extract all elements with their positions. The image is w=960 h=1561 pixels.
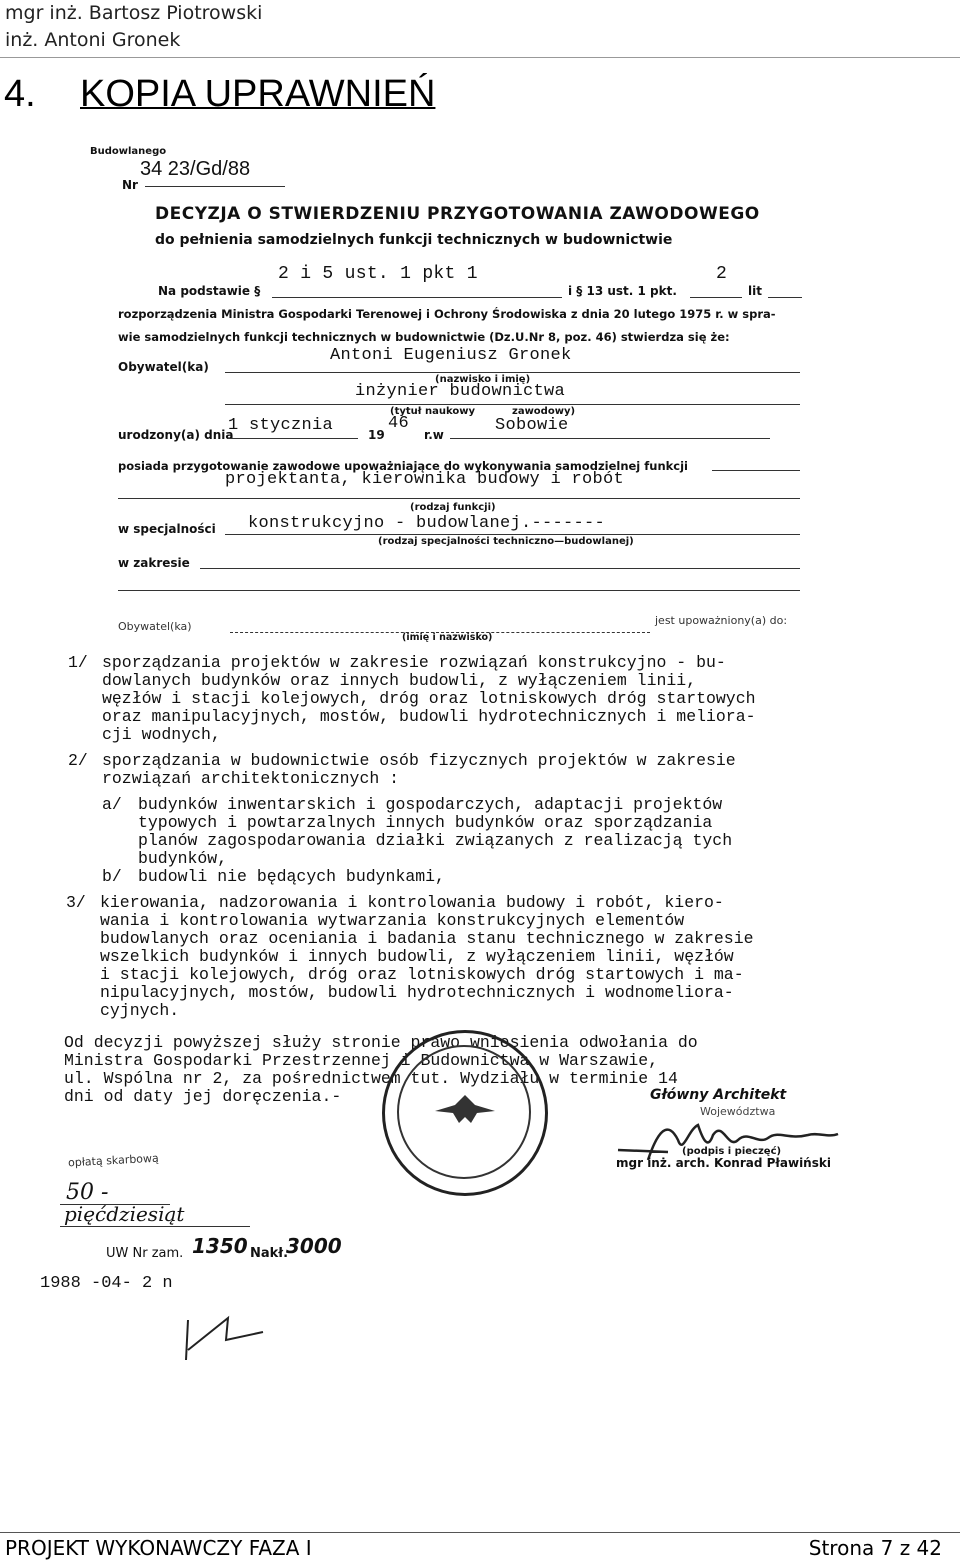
scanned-document	[30, 142, 930, 1352]
scan-p1-line-5: cji wodnych,	[102, 725, 221, 744]
section-number: 4.	[4, 73, 36, 115]
scan-heading-1: DECYZJA O STWIERDZENIU PRZYGOTOWANIA ZAWODOWEGO	[155, 204, 760, 224]
scan-title-value: inżynier budownictwa	[355, 382, 566, 401]
scan-p3-number: 3/	[66, 893, 86, 912]
scan-born-place-line	[450, 438, 770, 439]
scan-citizen-name: Antoni Eugeniusz Gronek	[330, 346, 572, 365]
scan-possess-label: posiada przygotowanie zawodowe upoważniające do wykonywania samodzielnej funkcji	[118, 459, 688, 473]
round-stamp	[382, 1030, 548, 1196]
footer-page-number: Strona 7 z 42	[808, 1536, 942, 1560]
scan-spec-value: konstrukcyjno - budowlanej.-------	[248, 514, 606, 533]
scan-p2a-line-2: typowych i powtarzalnych innych budynków oraz sporządzania	[138, 813, 713, 832]
scan-p1-line-3: węzłów i stacji kolejowych, dróg oraz lotniskowych dróg startowych	[102, 689, 756, 708]
signer-title: Główny Architekt	[650, 1087, 787, 1103]
scan-p3-line-1: kierowania, nadzorowania i kontrolowania budowy i robót, kiero-	[100, 893, 724, 912]
scan-function-caption: (rodzaj funkcji)	[410, 502, 496, 513]
scan-possess-line	[712, 470, 800, 471]
scan-p2a-line-1: budynków inwentarskich i gospodarczych, adaptacji projektów	[138, 795, 723, 814]
scan-p1-line-4: oraz manipulacyjnych, mostów, budowli hydrotechnicznych i meliora-	[102, 707, 756, 726]
nakl-value: 3000	[286, 1234, 342, 1258]
scan-born-place: Sobowie	[495, 416, 569, 435]
scan-p1-line-2: dowlanych budynków oraz innych budowli, z wyłączeniem linii,	[102, 671, 697, 690]
fee-value: 50 -	[66, 1180, 109, 1205]
scan-spec-line	[225, 534, 800, 535]
scan-regulation-1: rozporządzenia Ministra Gospodarki Terenowej i Ochrony Środowiska z dnia 20 lutego 1975 r. w spra-	[118, 307, 776, 321]
scan-title-caption-a: (tytuł naukowy	[390, 406, 475, 417]
scan-scope-line	[200, 568, 800, 569]
scan-p3-line-3: budowlanych oraz oceniania i badania stanu technicznego w zakresie	[100, 929, 754, 948]
scan-born-place-label: r.w	[424, 428, 444, 442]
scan-p2-number: 2/	[68, 751, 88, 770]
scan-p3-line-5: i stacji kolejowych, dróg oraz lotniskowych dróg startowych i ma-	[100, 965, 744, 984]
fee-words-line	[60, 1226, 250, 1227]
scan-basis-value: 2 i 5 ust. 1 pkt 1	[278, 264, 478, 284]
scan-citizen2-label: Obywatel(ka)	[118, 620, 192, 633]
scan-name-caption-2: (imię i nazwisko)	[402, 632, 493, 643]
handwritten-signature	[590, 1092, 830, 1152]
scan-p2-line-1: sporządzania w budownictwie osób fizycznych projektów w zakresie	[102, 751, 736, 770]
scan-nr-label: Nr	[122, 178, 138, 192]
scan-citizen-label: Obywatel(ka)	[118, 360, 209, 374]
scan-citizen-line	[225, 372, 800, 373]
scan-basis-label-3: lit	[748, 284, 762, 298]
scan-basis-line	[272, 297, 562, 298]
scan-p2a-line-3: planów zagospodarowania działki związanych z realizacją tych	[138, 831, 733, 850]
scan-appeal-line-4: dni od daty jej doręczenia.-	[64, 1087, 342, 1106]
nakl-label: Nakł.	[250, 1246, 289, 1261]
header-author-1: mgr inż. Bartosz Piotrowski	[5, 2, 263, 24]
scan-p3-line-7: cyjnych.	[100, 1001, 180, 1020]
header-author-2: inż. Antoni Gronek	[5, 29, 181, 51]
scan-nr-line	[145, 186, 285, 187]
scan-p2a-line-4: budynków,	[138, 849, 228, 868]
scan-function-value: projektanta, kierownika budowy i robót	[225, 470, 625, 489]
scan-basis-value-2: 2	[716, 264, 728, 284]
scan-p1-line-1: sporządzania projektów w zakresie rozwiązań konstrukcyjno - bu-	[102, 653, 726, 672]
scan-p2b-number: b/	[102, 867, 122, 886]
scan-authorized-label: jest upoważniony(a) do:	[655, 614, 788, 627]
scan-p3-line-2: wania i kontrolowania wytwarzania konstrukcyjnych elementów	[100, 911, 685, 930]
scan-born-day: 1 stycznia	[228, 416, 334, 435]
scan-born-day-line	[228, 438, 358, 439]
scan-heading-2: do pełnienia samodzielnych funkcji technicznych w budownictwie	[155, 232, 673, 248]
scan-scope-line-2	[118, 590, 800, 591]
fee-label: opłatą skarbową	[67, 1151, 160, 1170]
scan-basis-label-2: i § 13 ust. 1 pkt.	[568, 284, 677, 298]
scan-spec-label: w specjalności	[118, 522, 216, 536]
scan-title-line	[225, 404, 800, 405]
scan-basis-line-3	[768, 297, 802, 298]
scan-spec-caption: (rodzaj specjalności techniczno—budowlanej)	[378, 536, 634, 547]
scan-p2-line-2: rozwiązań architektonicznych :	[102, 769, 400, 788]
scan-basis-line-2	[690, 297, 742, 298]
scan-born-year-prefix: 19	[368, 428, 385, 442]
scan-appeal-line-3: ul. Wspólna nr 2, za pośrednictwem tut. Wydziału w terminie 14	[64, 1069, 678, 1088]
scan-function-line	[118, 498, 800, 499]
section-heading	[4, 70, 435, 118]
scan-ministry-top: Budowlanego	[90, 146, 167, 157]
scan-p2a-number: a/	[102, 795, 122, 814]
fee-words: pięćdziesiąt	[64, 1202, 185, 1226]
scan-p1-number: 1/	[68, 653, 88, 672]
initials-signature	[160, 1292, 250, 1352]
scan-regulation-2: wie samodzielnych funkcji technicznych w budownictwie (Dz.U.Nr 8, poz. 46) stwierdza się że:	[118, 330, 730, 344]
scan-p2b-line-1: budowli nie będących budynkami,	[138, 867, 445, 886]
footer-divider	[0, 1532, 960, 1533]
footer-project: PROJEKT WYKONAWCZY FAZA I	[5, 1536, 312, 1560]
signer-name: mgr inż. arch. Konrad Pławiński	[616, 1156, 831, 1170]
scan-scope-label: w zakresie	[118, 556, 190, 570]
scan-basis-label: Na podstawie §	[158, 284, 261, 298]
uw-value: 1350	[192, 1234, 248, 1258]
signer-sub: Województwa	[700, 1105, 776, 1118]
section-title: KOPIA UPRAWNIEŃ	[80, 73, 436, 115]
scan-born-label: urodzony(a) dnia	[118, 428, 234, 442]
scan-appeal-line-2: Ministra Gospodarki Przestrzennej i Budownictwa w Warszawie,	[64, 1051, 659, 1070]
scan-nr-value: 34 23/Gd/88	[140, 158, 251, 180]
signer-caption: (podpis i pieczęć)	[682, 1146, 782, 1157]
scan-name-caption: (nazwisko i imię)	[435, 374, 531, 385]
header-divider	[0, 57, 960, 58]
scan-appeal-line-1: Od decyzji powyższej służy stronie prawo wniesienia odwołania do	[64, 1033, 698, 1052]
date-stamp: 1988 -04- 2 n	[40, 1274, 173, 1293]
scan-title-caption-b: zawodowy)	[512, 406, 576, 417]
scan-p3-line-4: wszelkich budynków i innych budowli, z wyłączeniem linii, węzłów	[100, 947, 734, 966]
uw-label: UW Nr zam.	[106, 1246, 184, 1261]
eagle-emblem-icon	[425, 1091, 505, 1127]
scan-born-year: 46	[388, 414, 410, 433]
scan-p3-line-6: nipulacyjnych, mostów, budowli hydrotechnicznych i wodnomeliora-	[100, 983, 734, 1002]
